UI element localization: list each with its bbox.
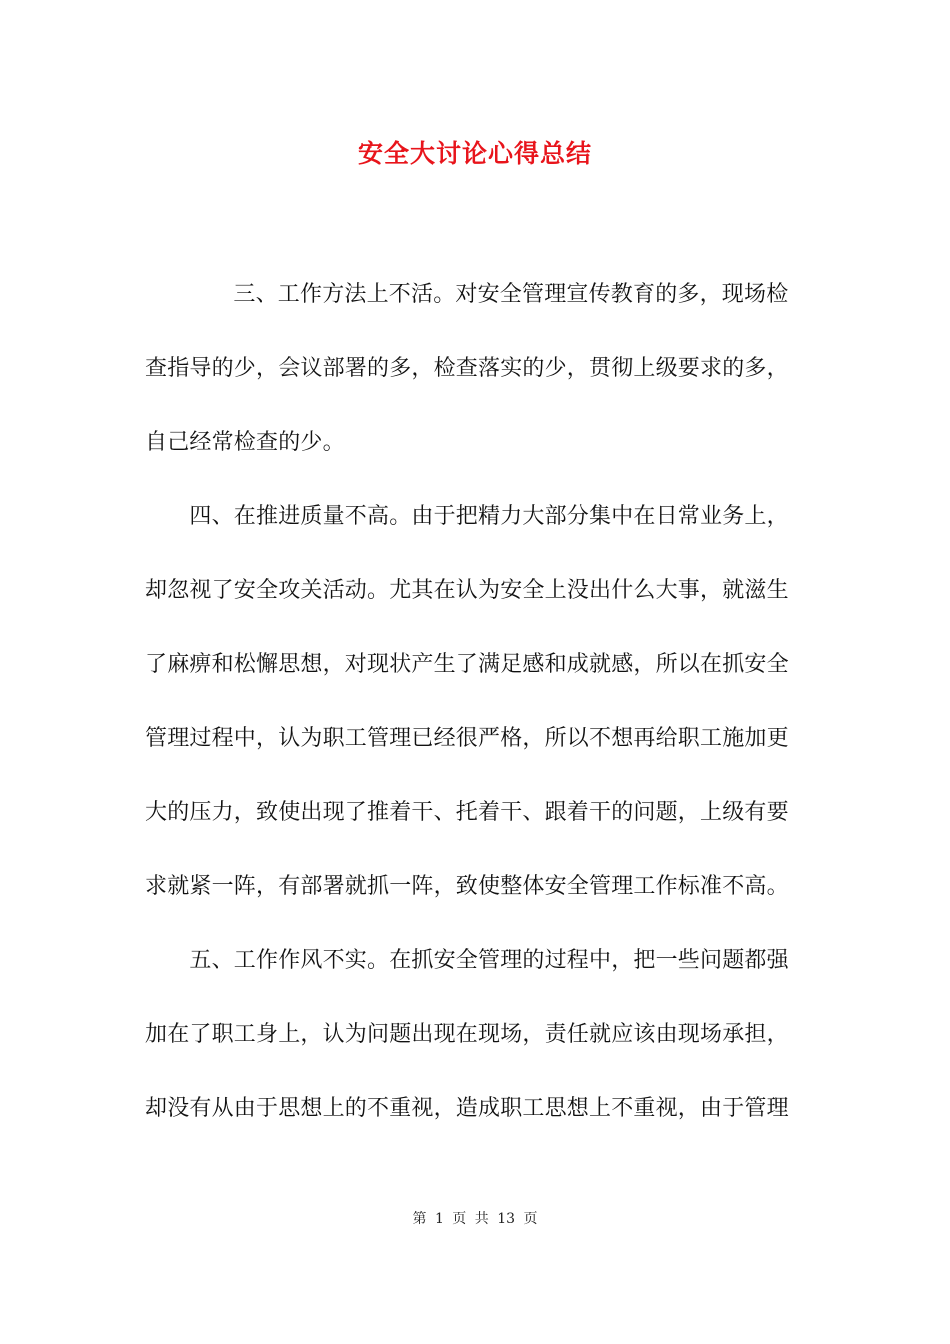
paragraph-4-line-4: 管理过程中，认为职工管理已经很严格，所以不想再给职工施加更 bbox=[145, 726, 789, 751]
paragraph-4-line-2: 却忽视了安全攻关活动。尤其在认为安全上没出什么大事，就滋生 bbox=[145, 578, 789, 603]
paragraph-3-line-3: 自己经常检查的少。 bbox=[145, 430, 345, 455]
paragraph-4-line-1: 四、在推进质量不高。由于把精力大部分集中在日常业务上， bbox=[145, 504, 789, 529]
paragraph-4-line-3: 了麻痹和松懈思想，对现状产生了满足感和成就感，所以在抓安全 bbox=[145, 652, 789, 677]
paragraph-3-line-2: 查指导的少，会议部署的多，检查落实的少，贯彻上级要求的多， bbox=[145, 356, 789, 381]
paragraph-5-line-1: 五、工作作风不实。在抓安全管理的过程中，把一些问题都强 bbox=[145, 948, 789, 973]
document-title: 安全大讨论心得总结 bbox=[357, 139, 592, 168]
paragraph-5-line-2: 加在了职工身上，认为问题出现在现场，责任就应该由现场承担， bbox=[145, 1022, 789, 1047]
page-number-footer: 第 1 页 共 13 页 bbox=[412, 1211, 538, 1227]
paragraph-4-line-5: 大的压力，致使出现了推着干、托着干、跟着干的问题，上级有要 bbox=[145, 800, 789, 825]
paragraph-5-line-3: 却没有从由于思想上的不重视，造成职工思想上不重视，由于管理 bbox=[145, 1096, 789, 1121]
paragraph-4-line-6: 求就紧一阵，有部署就抓一阵，致使整体安全管理工作标准不高。 bbox=[145, 874, 789, 899]
paragraph-3-line-1: 三、工作方法上不活。对安全管理宣传教育的多，现场检 bbox=[189, 282, 789, 307]
